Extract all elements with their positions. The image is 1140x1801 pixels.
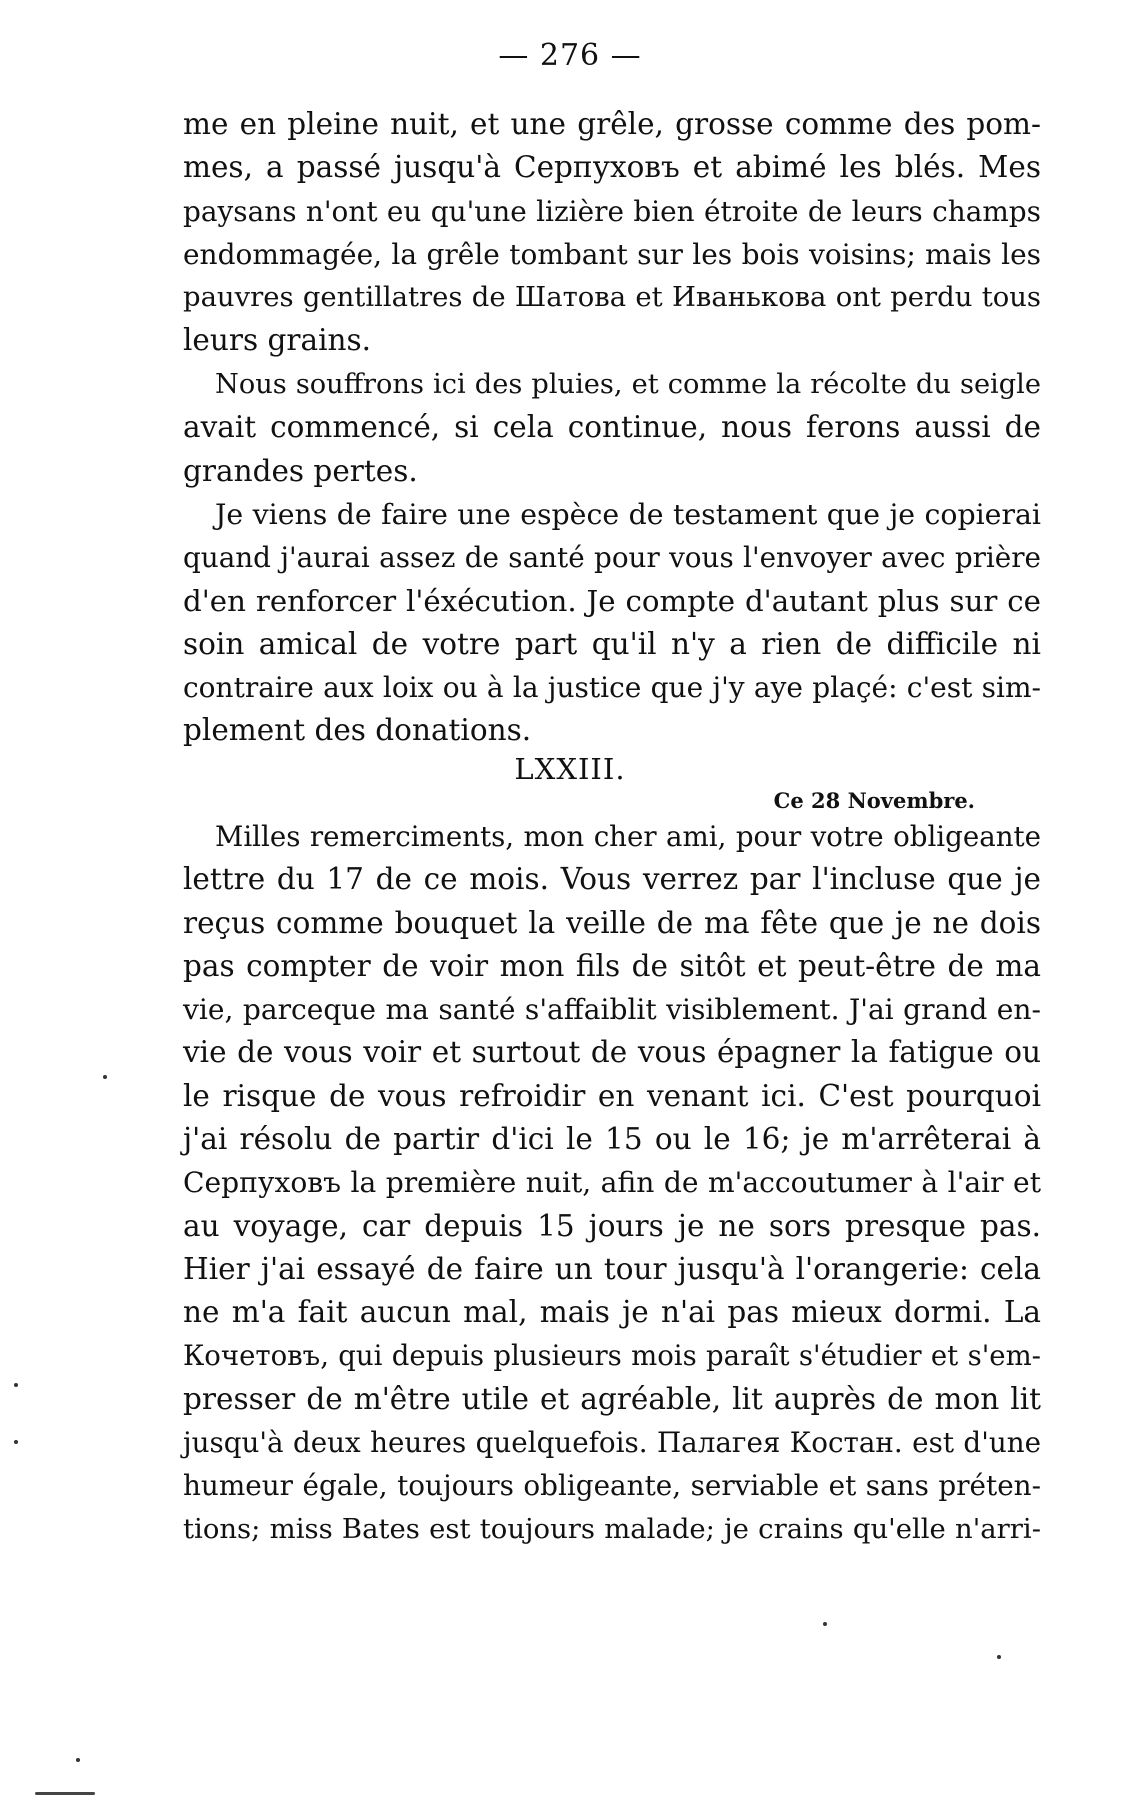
speck — [76, 1758, 80, 1762]
speck — [103, 1075, 107, 1079]
text-line: presser de m'être utile et agréable, lit auprès de mon lit — [183, 1381, 1041, 1416]
text-line: pauvres gentillatres de Шатова et Иванькова ont perdu tous — [183, 282, 1041, 314]
paragraph-3 — [183, 493, 1041, 753]
speck — [823, 1622, 827, 1626]
text-line: quand j'aurai assez de santé pour vous l'envoyer avec prière — [183, 541, 1041, 575]
letter-heading: LXXIII. — [514, 752, 626, 786]
text-line: jusqu'à deux heures quelquefois. Палагея Костан. est d'une — [183, 1426, 1041, 1460]
paragraph-4 — [183, 815, 1041, 1551]
text-line: j'ai résolu de partir d'ici le 15 ou le 16; je m'arrêterai à — [183, 1122, 1041, 1157]
speck — [14, 1383, 18, 1387]
text-line: grandes pertes. — [183, 453, 418, 488]
text-line: Milles remerciments, mon cher ami, pour votre obligeante — [215, 820, 1041, 853]
text-line: Je viens de faire une espèce de testament que je copierai — [215, 498, 1041, 531]
text-line: d'en renforcer l'éxécution. Je compte d'autant plus sur ce — [183, 583, 1041, 618]
paragraph-2 — [183, 363, 1041, 493]
text-line: humeur égale, toujours obligeante, serviable et sans préten- — [183, 1469, 1041, 1503]
text-line: vie, parceque ma santé s'affaiblit visiblement. J'ai grand en- — [183, 993, 1041, 1027]
speck — [997, 1655, 1001, 1659]
paragraph-1 — [183, 103, 1041, 363]
text-line: plement des donations. — [183, 713, 532, 748]
letter-date: Ce 28 Novembre. — [773, 788, 975, 813]
scan-edge-mark — [35, 1792, 95, 1795]
text-line: endommagée, la grêle tombant sur les bois voisins; mais les — [183, 237, 1041, 271]
text-line: leurs grains. — [183, 323, 372, 358]
text-line: le risque de vous refroidir en venant ici. C'est pourquoi — [183, 1078, 1041, 1113]
text-line: pas compter de voir mon fils de sitôt et peut-être de ma — [183, 948, 1041, 983]
speck — [14, 1440, 18, 1444]
text-line: tions; miss Bates est toujours malade; je crains qu'elle n'arri- — [183, 1513, 1041, 1545]
text-line: contraire aux loix ou à la justice que j'y aye plaçé: c'est sim- — [183, 671, 1041, 705]
text-line: Кочетовъ, qui depuis plusieurs mois paraît s'étudier et s'em- — [183, 1339, 1041, 1372]
text-line: vie de vous voir et surtout de vous épagner la fatigue ou — [183, 1035, 1041, 1070]
page-number: — 276 — — [498, 38, 642, 73]
text-line: paysans n'ont eu qu'une lizière bien étroite de leurs champs — [183, 194, 1041, 228]
text-line: avait commencé, si cela continue, nous ferons aussi de — [183, 410, 1041, 445]
text-line: lettre du 17 de ce mois. Vous verrez par l'incluse que je — [183, 862, 1041, 897]
text-line: reçus comme bouquet la veille de ma fête que je ne dois — [183, 905, 1041, 940]
text-line: soin amical de votre part qu'il n'y a rien de difficile ni — [183, 626, 1041, 661]
text-line: au voyage, car depuis 15 jours je ne sors presque pas. — [183, 1208, 1041, 1243]
text-line: me en pleine nuit, et une grêle, grosse comme des pom- — [183, 107, 1041, 141]
text-line: Nous souffrons ici des pluies, et comme la récolte du seigle — [215, 369, 1041, 400]
text-line: Hier j'ai essayé de faire un tour jusqu'à l'orangerie: cela — [183, 1251, 1041, 1286]
text-line: ne m'a fait aucun mal, mais je n'ai pas mieux dormi. La — [183, 1295, 1041, 1330]
text-line: mes, a passé jusqu'à Серпуховъ et abimé les blés. Mes — [183, 150, 1041, 185]
text-line: Серпуховъ la première nuit, afin de m'accoutumer à l'air et — [183, 1166, 1041, 1200]
